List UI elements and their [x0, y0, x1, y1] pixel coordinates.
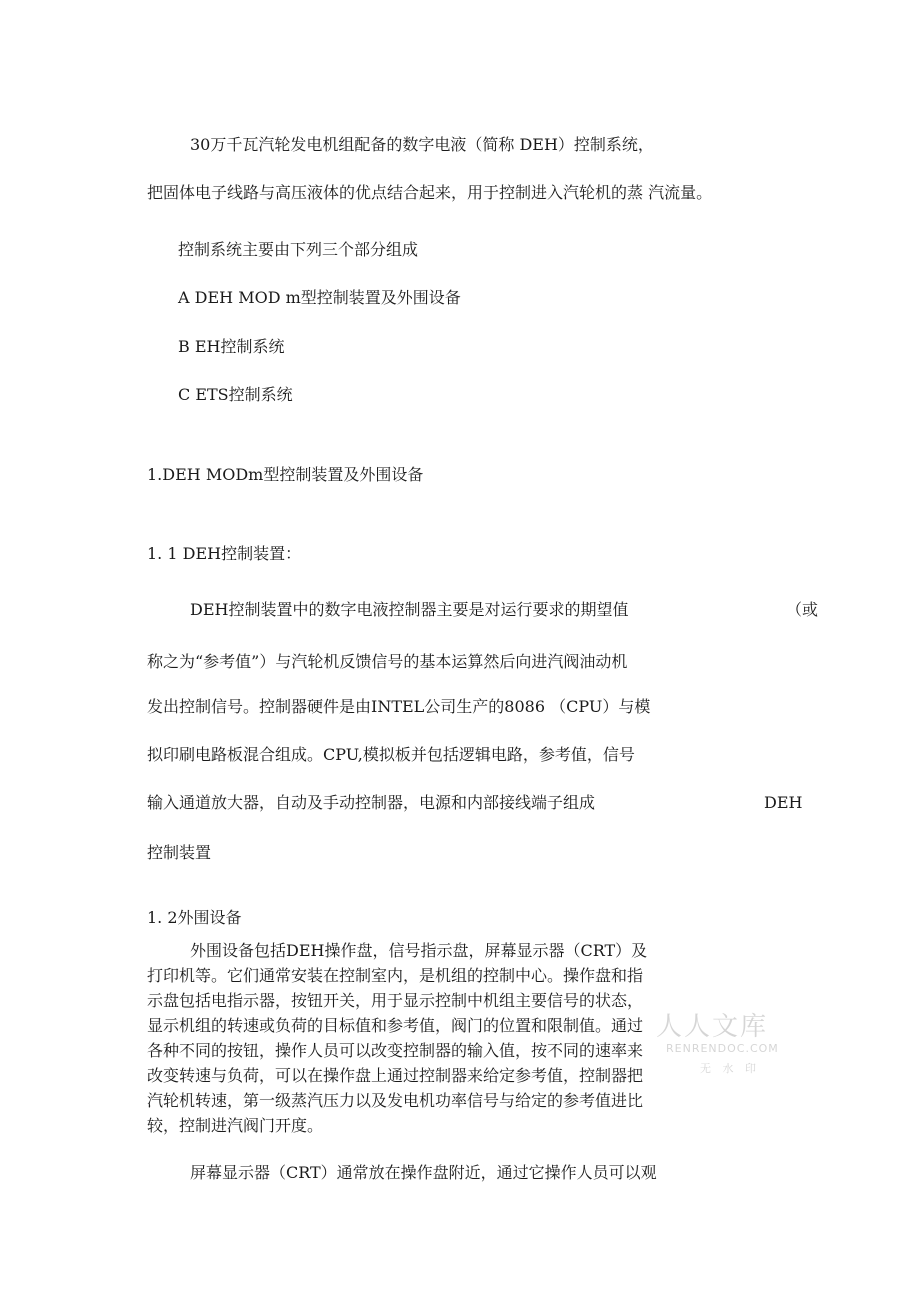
s12-line-1: 外围设备包括DEH操作盘，信号指示盘，屏幕显示器（CRT）及 — [190, 941, 648, 960]
watermark-text: 人人文库 — [656, 1012, 769, 1042]
watermark-sub: 无 水 印 — [700, 1062, 760, 1075]
section-1-1-heading: 1. 1 DEH控制装置： — [147, 544, 302, 563]
s11-line-2: 称之为“参考值”）与汽轮机反馈信号的基本运算然后向进汽阀油动机 — [147, 652, 628, 671]
s11-line-4: 拟印刷电路板混合组成。CPU,模拟板并包括逻辑电路，参考值，信号 — [147, 745, 635, 764]
watermark-url: RENRENDOC.COM — [666, 1042, 779, 1055]
part-b: B EH控制系统 — [178, 337, 285, 356]
part-c: C ETS控制系统 — [178, 385, 293, 404]
watermark-logo — [640, 1000, 790, 1080]
s11-line-6: 控制装置 — [147, 843, 212, 862]
s12-line-7: 汽轮机转速，第一级蒸汽压力以及发电机功率信号与给定的参考值进比 — [147, 1091, 644, 1110]
s12-line-2: 打印机等。它们通常安装在控制室内，是机组的控制中心。操作盘和指 — [147, 966, 644, 985]
s12-line-3: 示盘包括电指示器，按钮开关，用于显示控制中机组主要信号的状态， — [147, 991, 644, 1010]
intro-line-2: 把固体电子线路与高压液体的优点结合起来，用于控制进入汽轮机的蒸 汽流量。 — [147, 183, 713, 202]
s12-line-6: 改变转速与负荷，可以在操作盘上通过控制器来给定参考值，控制器把 — [147, 1066, 644, 1085]
s12-line-8: 较，控制进汽阀门开度。 — [147, 1116, 324, 1135]
s11-line-3: 发出控制信号。控制器硬件是由INTEL公司生产的8086 （CPU）与模 — [147, 697, 651, 716]
section-1-2-heading: 1. 2外围设备 — [147, 908, 242, 927]
s11-line-1: DEH控制装置中的数字电液控制器主要是对运行要求的期望值 — [190, 600, 629, 619]
s11-line-5: 输入通道放大器，自动及手动控制器，电源和内部接线端子组成 — [147, 793, 596, 812]
section-1-heading: 1.DEH MODm型控制装置及外围设备 — [147, 465, 424, 484]
parts-intro: 控制系统主要由下列三个部分组成 — [178, 240, 419, 259]
crt-line: 屏幕显示器（CRT）通常放在操作盘附近，通过它操作人员可以观 — [190, 1163, 657, 1182]
s12-line-5: 各种不同的按钮，操作人员可以改变控制器的输入值，按不同的速率来 — [147, 1041, 644, 1060]
part-a: A DEH MOD m型控制装置及外围设备 — [178, 288, 461, 307]
s11-line-5-tail: DEH — [764, 793, 803, 812]
s12-line-4: 显示机组的转速或负荷的目标值和参考值，阀门的位置和限制值。通过 — [147, 1016, 644, 1035]
intro-line-1: 30万千瓦汽轮发电机组配备的数字电液（简称 DEH）控制系统， — [190, 135, 654, 154]
s11-line-1-tail: （或 — [786, 600, 819, 619]
